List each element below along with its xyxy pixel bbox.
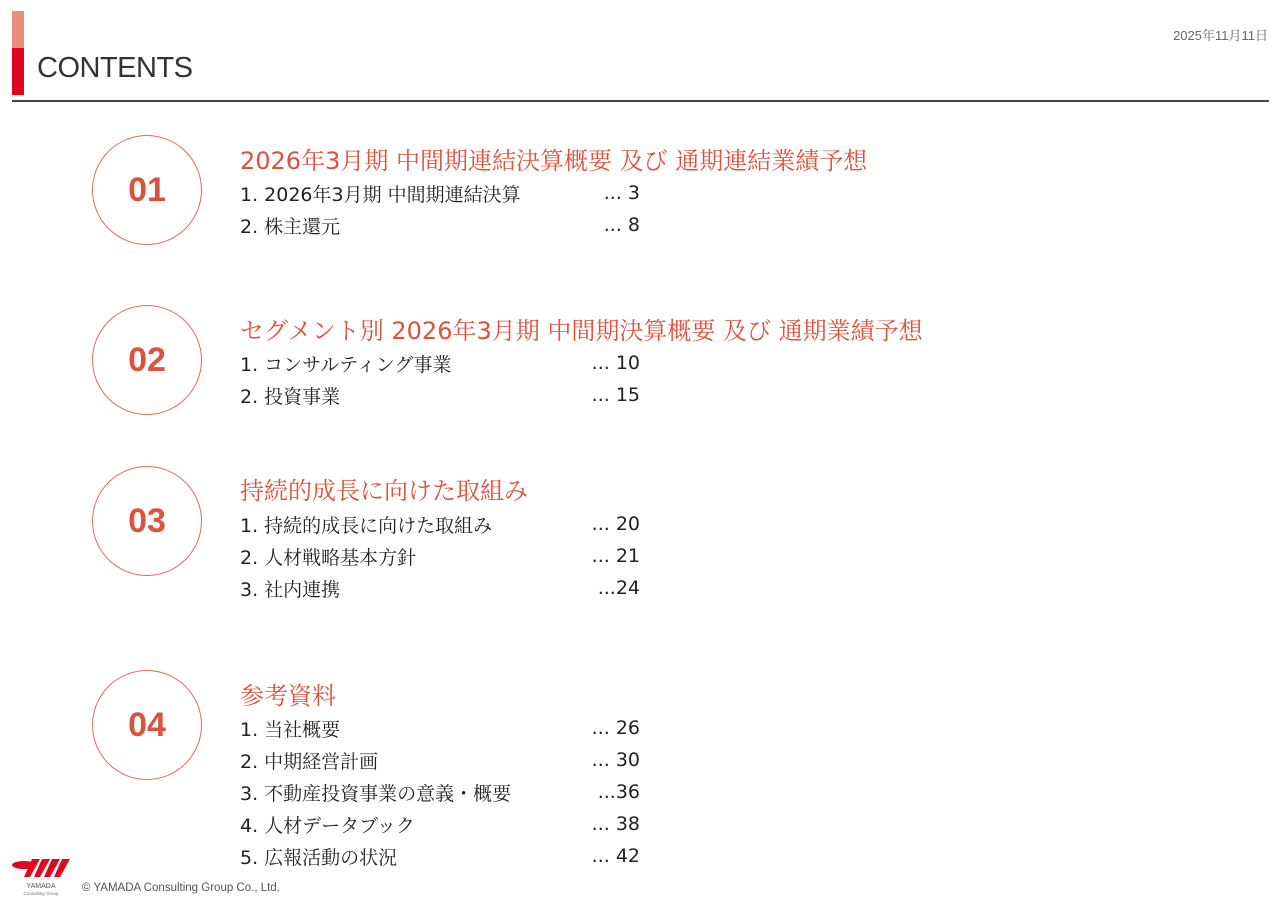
copyright-text: © YAMADA Consulting Group Co., Ltd. — [82, 882, 280, 894]
section-items — [240, 508, 640, 604]
toc-item-page: ... 20 — [591, 513, 640, 535]
toc-item[interactable] — [240, 347, 640, 379]
section-number-circle — [92, 670, 202, 780]
section-items — [240, 347, 640, 411]
section-number: 02 — [128, 340, 166, 379]
section-title: 持続的成長に向けた取組み — [240, 477, 528, 505]
section-number-circle — [92, 305, 202, 415]
yamada-logo-icon — [10, 855, 72, 897]
toc-item[interactable] — [240, 744, 640, 776]
toc-item-page: ... 10 — [591, 352, 640, 374]
toc-item-page: ...24 — [597, 577, 640, 599]
toc-item-page: ...36 — [597, 781, 640, 803]
section-number-circle — [92, 466, 202, 576]
svg-text:YAMADA: YAMADA — [26, 883, 56, 890]
toc-item-page: ... 8 — [603, 214, 640, 236]
toc-item-label: 3. 不動産投資事業の意義・概要 — [240, 782, 512, 805]
toc-item-label: 1. 持続的成長に向けた取組み — [240, 514, 493, 537]
toc-item-page: ... 15 — [591, 384, 640, 406]
toc-item-label: 1. コンサルティング事業 — [240, 353, 452, 376]
toc-item-label: 2. 投資事業 — [240, 385, 341, 408]
section-items — [240, 177, 640, 241]
toc-item-label: 3. 社内連携 — [240, 578, 341, 601]
title-accent-bar-top — [12, 11, 24, 48]
title-accent-bar-bottom — [12, 48, 24, 95]
section-title: セグメント別 2026年3月期 中間期決算概要 及び 通期業績予想 — [240, 317, 923, 345]
toc-item[interactable] — [240, 776, 640, 808]
toc-item-label: 2. 中期経営計画 — [240, 750, 379, 773]
section-items — [240, 712, 640, 872]
toc-item-label: 4. 人材データブック — [240, 814, 415, 837]
section-number-circle — [92, 135, 202, 245]
toc-item-label: 5. 広報活動の状況 — [240, 846, 398, 869]
toc-item[interactable] — [240, 840, 640, 872]
section-number: 03 — [128, 501, 166, 540]
section-number: 01 — [128, 170, 166, 209]
page-title: CONTENTS — [37, 52, 193, 84]
company-logo — [10, 855, 72, 897]
toc-item[interactable] — [240, 379, 640, 411]
toc-item-page: ... 21 — [591, 545, 640, 567]
toc-item-page: ... 26 — [591, 717, 640, 739]
toc-item[interactable] — [240, 508, 640, 540]
toc-item[interactable] — [240, 540, 640, 572]
toc-item-label: 2. 株主還元 — [240, 215, 341, 238]
section-title: 参考資料 — [240, 682, 336, 710]
toc-item[interactable] — [240, 572, 640, 604]
toc-item[interactable] — [240, 209, 640, 241]
toc-item-label: 2. 人材戦略基本方針 — [240, 546, 417, 569]
toc-item-page: ... 42 — [591, 845, 640, 867]
toc-item[interactable] — [240, 808, 640, 840]
toc-item-page: ... 38 — [591, 813, 640, 835]
section-number: 04 — [128, 705, 166, 744]
toc-item-label: 1. 2026年3月期 中間期連結決算 — [240, 183, 521, 206]
header-divider — [12, 100, 1269, 102]
toc-item[interactable] — [240, 712, 640, 744]
svg-text:Consulting Group: Consulting Group — [23, 891, 59, 896]
toc-item[interactable] — [240, 177, 640, 209]
toc-item-page: ... 30 — [591, 749, 640, 771]
section-title: 2026年3月期 中間期連結決算概要 及び 通期連結業績予想 — [240, 147, 868, 175]
toc-item-label: 1. 当社概要 — [240, 718, 341, 741]
document-date: 2025年11月11日 — [1173, 28, 1268, 43]
toc-item-page: ... 3 — [603, 182, 640, 204]
